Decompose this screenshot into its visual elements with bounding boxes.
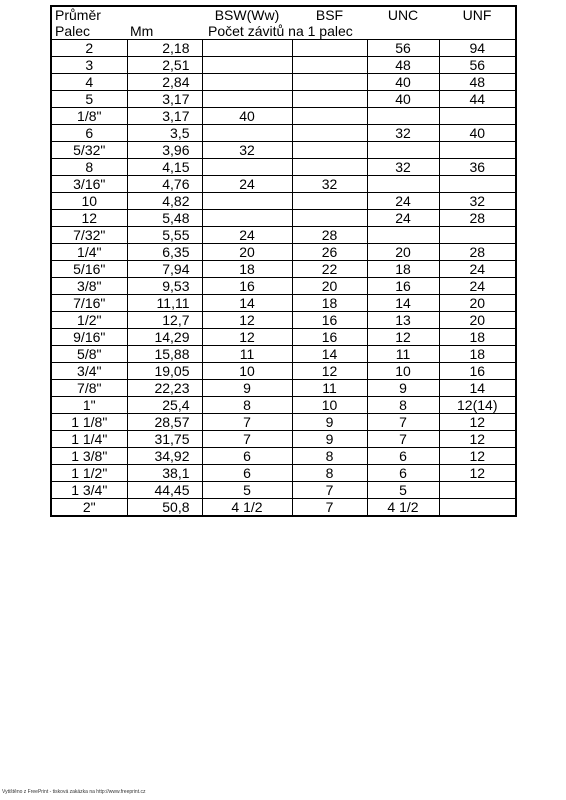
- cell-unf: 94: [439, 40, 516, 57]
- cell-mm: 11,11: [127, 295, 202, 312]
- cell-mm: 2,51: [127, 57, 202, 74]
- cell-bsf: 22: [292, 261, 367, 278]
- header-empty: [127, 6, 202, 23]
- cell-unc: 8: [367, 397, 439, 414]
- cell-unc: 10: [367, 363, 439, 380]
- cell-palec: 1 1/4": [51, 431, 127, 448]
- cell-bsf: 18: [292, 295, 367, 312]
- cell-bsw: [202, 91, 292, 108]
- cell-mm: 22,23: [127, 380, 202, 397]
- cell-palec: 1 3/4": [51, 482, 127, 499]
- cell-palec: 7/16": [51, 295, 127, 312]
- cell-palec: 2: [51, 40, 127, 57]
- cell-unf: 12: [439, 448, 516, 465]
- cell-bsw: [202, 193, 292, 210]
- cell-mm: 2,18: [127, 40, 202, 57]
- cell-bsf: 11: [292, 380, 367, 397]
- header-unc: UNC: [367, 6, 439, 23]
- cell-mm: 44,45: [127, 482, 202, 499]
- cell-bsf: 8: [292, 448, 367, 465]
- table-row: [51, 125, 516, 142]
- cell-bsw: 40: [202, 108, 292, 125]
- cell-unc: [367, 142, 439, 159]
- cell-unf: [439, 108, 516, 125]
- cell-palec: 5: [51, 91, 127, 108]
- cell-bsw: 6: [202, 448, 292, 465]
- cell-unf: 36: [439, 159, 516, 176]
- thread-table: [50, 5, 517, 517]
- cell-bsf: [292, 57, 367, 74]
- cell-bsw: 11: [202, 346, 292, 363]
- cell-palec: 5/32": [51, 142, 127, 159]
- cell-palec: 1 1/2": [51, 465, 127, 482]
- cell-palec: 7/32": [51, 227, 127, 244]
- table-row: [51, 397, 516, 414]
- table-row: [51, 346, 516, 363]
- cell-mm: 4,82: [127, 193, 202, 210]
- cell-unc: 40: [367, 74, 439, 91]
- table-row: [51, 414, 516, 431]
- header-palec: Palec: [51, 23, 127, 40]
- header-pocet-zavitu: Počet závitů na 1 palec: [202, 23, 439, 40]
- header-bsf: BSF: [292, 6, 367, 23]
- cell-palec: 10: [51, 193, 127, 210]
- cell-unc: 48: [367, 57, 439, 74]
- cell-unf: 48: [439, 74, 516, 91]
- cell-palec: 4: [51, 74, 127, 91]
- cell-mm: 3,17: [127, 108, 202, 125]
- table-row: [51, 380, 516, 397]
- cell-unc: [367, 108, 439, 125]
- cell-unc: 4 1/2: [367, 499, 439, 517]
- cell-bsw: 7: [202, 431, 292, 448]
- cell-bsf: 16: [292, 329, 367, 346]
- cell-mm: 6,35: [127, 244, 202, 261]
- table-row: [51, 431, 516, 448]
- cell-palec: 3/16": [51, 176, 127, 193]
- table-row: [51, 244, 516, 261]
- cell-palec: 3/4": [51, 363, 127, 380]
- cell-mm: 3,5: [127, 125, 202, 142]
- cell-bsf: [292, 210, 367, 227]
- cell-unc: 6: [367, 465, 439, 482]
- cell-bsw: 20: [202, 244, 292, 261]
- table-row: [51, 482, 516, 499]
- cell-mm: 14,29: [127, 329, 202, 346]
- cell-bsw: [202, 159, 292, 176]
- cell-unf: 12: [439, 414, 516, 431]
- cell-bsw: 5: [202, 482, 292, 499]
- cell-bsf: [292, 142, 367, 159]
- cell-bsw: 18: [202, 261, 292, 278]
- cell-mm: 7,94: [127, 261, 202, 278]
- cell-bsw: [202, 125, 292, 142]
- cell-mm: 9,53: [127, 278, 202, 295]
- cell-unf: [439, 176, 516, 193]
- cell-unc: 7: [367, 414, 439, 431]
- cell-bsw: 7: [202, 414, 292, 431]
- cell-unc: 6: [367, 448, 439, 465]
- cell-unf: [439, 482, 516, 499]
- cell-palec: 1 3/8": [51, 448, 127, 465]
- cell-unc: 24: [367, 193, 439, 210]
- cell-unc: 16: [367, 278, 439, 295]
- cell-bsf: [292, 74, 367, 91]
- cell-bsf: [292, 108, 367, 125]
- cell-unc: 32: [367, 125, 439, 142]
- cell-bsf: 9: [292, 414, 367, 431]
- cell-unf: 56: [439, 57, 516, 74]
- table-row: [51, 363, 516, 380]
- table-row: [51, 108, 516, 125]
- cell-palec: 3/8": [51, 278, 127, 295]
- cell-bsf: 32: [292, 176, 367, 193]
- cell-bsf: 7: [292, 499, 367, 517]
- cell-unc: 24: [367, 210, 439, 227]
- cell-bsw: 16: [202, 278, 292, 295]
- cell-unc: 32: [367, 159, 439, 176]
- table-row: [51, 57, 516, 74]
- cell-mm: 34,92: [127, 448, 202, 465]
- cell-bsf: 16: [292, 312, 367, 329]
- cell-palec: 5/16": [51, 261, 127, 278]
- cell-bsw: [202, 40, 292, 57]
- cell-bsf: 9: [292, 431, 367, 448]
- cell-bsw: 24: [202, 176, 292, 193]
- cell-palec: 1/4": [51, 244, 127, 261]
- cell-mm: 31,75: [127, 431, 202, 448]
- table-row: [51, 91, 516, 108]
- cell-mm: 12,7: [127, 312, 202, 329]
- cell-unf: 28: [439, 244, 516, 261]
- cell-unf: 12(14): [439, 397, 516, 414]
- cell-bsw: [202, 210, 292, 227]
- cell-palec: 1/8": [51, 108, 127, 125]
- cell-mm: 15,88: [127, 346, 202, 363]
- cell-unc: 40: [367, 91, 439, 108]
- cell-mm: 19,05: [127, 363, 202, 380]
- cell-bsw: 24: [202, 227, 292, 244]
- cell-mm: 3,96: [127, 142, 202, 159]
- header-bsw: BSW(Ww): [202, 6, 292, 23]
- table-row: [51, 312, 516, 329]
- header-mm: Mm: [127, 23, 202, 40]
- cell-unf: 24: [439, 278, 516, 295]
- cell-bsw: 10: [202, 363, 292, 380]
- cell-unf: [439, 499, 516, 517]
- cell-palec: 1/2": [51, 312, 127, 329]
- cell-mm: 2,84: [127, 74, 202, 91]
- cell-bsf: [292, 125, 367, 142]
- cell-mm: 5,55: [127, 227, 202, 244]
- header-row-1: [51, 6, 516, 23]
- cell-bsw: 32: [202, 142, 292, 159]
- cell-unf: 44: [439, 91, 516, 108]
- cell-palec: 9/16": [51, 329, 127, 346]
- cell-bsf: [292, 159, 367, 176]
- table-row: [51, 159, 516, 176]
- cell-unc: 13: [367, 312, 439, 329]
- cell-palec: 12: [51, 210, 127, 227]
- cell-unf: 28: [439, 210, 516, 227]
- cell-unf: 20: [439, 312, 516, 329]
- cell-unc: [367, 227, 439, 244]
- cell-bsf: 10: [292, 397, 367, 414]
- cell-unc: 9: [367, 380, 439, 397]
- table-body: [51, 40, 516, 517]
- cell-mm: 28,57: [127, 414, 202, 431]
- cell-unf: 14: [439, 380, 516, 397]
- cell-unf: 40: [439, 125, 516, 142]
- table-row: [51, 465, 516, 482]
- cell-palec: 3: [51, 57, 127, 74]
- cell-bsw: [202, 57, 292, 74]
- table-row: [51, 40, 516, 57]
- cell-unf: 20: [439, 295, 516, 312]
- cell-palec: 2": [51, 499, 127, 517]
- table-row: [51, 227, 516, 244]
- cell-palec: 7/8": [51, 380, 127, 397]
- cell-bsf: 7: [292, 482, 367, 499]
- cell-palec: 1": [51, 397, 127, 414]
- cell-bsf: 28: [292, 227, 367, 244]
- cell-bsf: 26: [292, 244, 367, 261]
- cell-mm: 3,17: [127, 91, 202, 108]
- header-row-2: [51, 23, 516, 40]
- cell-unc: 11: [367, 346, 439, 363]
- table-row: [51, 329, 516, 346]
- table-row: [51, 499, 516, 517]
- cell-unf: 24: [439, 261, 516, 278]
- cell-bsw: 8: [202, 397, 292, 414]
- cell-unf: [439, 142, 516, 159]
- cell-unc: 56: [367, 40, 439, 57]
- cell-unf: 18: [439, 329, 516, 346]
- cell-bsw: 6: [202, 465, 292, 482]
- cell-bsw: 4 1/2: [202, 499, 292, 517]
- table-row: [51, 210, 516, 227]
- cell-bsf: 20: [292, 278, 367, 295]
- table-row: [51, 142, 516, 159]
- cell-bsf: [292, 40, 367, 57]
- cell-palec: 6: [51, 125, 127, 142]
- cell-bsw: [202, 74, 292, 91]
- cell-unc: 5: [367, 482, 439, 499]
- cell-bsf: 14: [292, 346, 367, 363]
- footer-note: Vytištěno z FreePrint - tisková zakázka na http://www.freeprint.cz: [2, 789, 146, 795]
- cell-bsw: 12: [202, 312, 292, 329]
- table-row: [51, 193, 516, 210]
- cell-unc: 14: [367, 295, 439, 312]
- cell-unf: 12: [439, 465, 516, 482]
- cell-unf: 18: [439, 346, 516, 363]
- cell-unc: 20: [367, 244, 439, 261]
- cell-unf: 16: [439, 363, 516, 380]
- cell-unf: 12: [439, 431, 516, 448]
- table-row: [51, 261, 516, 278]
- header-empty-right: [439, 23, 516, 40]
- cell-palec: 5/8": [51, 346, 127, 363]
- cell-palec: 1 1/8": [51, 414, 127, 431]
- header-unf: UNF: [439, 6, 516, 23]
- cell-bsf: [292, 91, 367, 108]
- table-row: [51, 176, 516, 193]
- cell-unf: [439, 227, 516, 244]
- table-row: [51, 278, 516, 295]
- cell-bsw: 12: [202, 329, 292, 346]
- cell-bsf: [292, 193, 367, 210]
- cell-mm: 4,15: [127, 159, 202, 176]
- cell-unf: 32: [439, 193, 516, 210]
- cell-bsf: 12: [292, 363, 367, 380]
- table-row: [51, 448, 516, 465]
- cell-mm: 5,48: [127, 210, 202, 227]
- cell-unc: 7: [367, 431, 439, 448]
- cell-palec: 8: [51, 159, 127, 176]
- thread-table-container: [50, 5, 515, 517]
- cell-mm: 38,1: [127, 465, 202, 482]
- cell-bsw: 14: [202, 295, 292, 312]
- cell-mm: 25,4: [127, 397, 202, 414]
- cell-mm: 50,8: [127, 499, 202, 517]
- header-prumer: Průměr: [51, 6, 127, 23]
- cell-unc: [367, 176, 439, 193]
- table-row: [51, 295, 516, 312]
- cell-bsf: 8: [292, 465, 367, 482]
- cell-unc: 12: [367, 329, 439, 346]
- cell-bsw: 9: [202, 380, 292, 397]
- cell-unc: 18: [367, 261, 439, 278]
- table-row: [51, 74, 516, 91]
- cell-mm: 4,76: [127, 176, 202, 193]
